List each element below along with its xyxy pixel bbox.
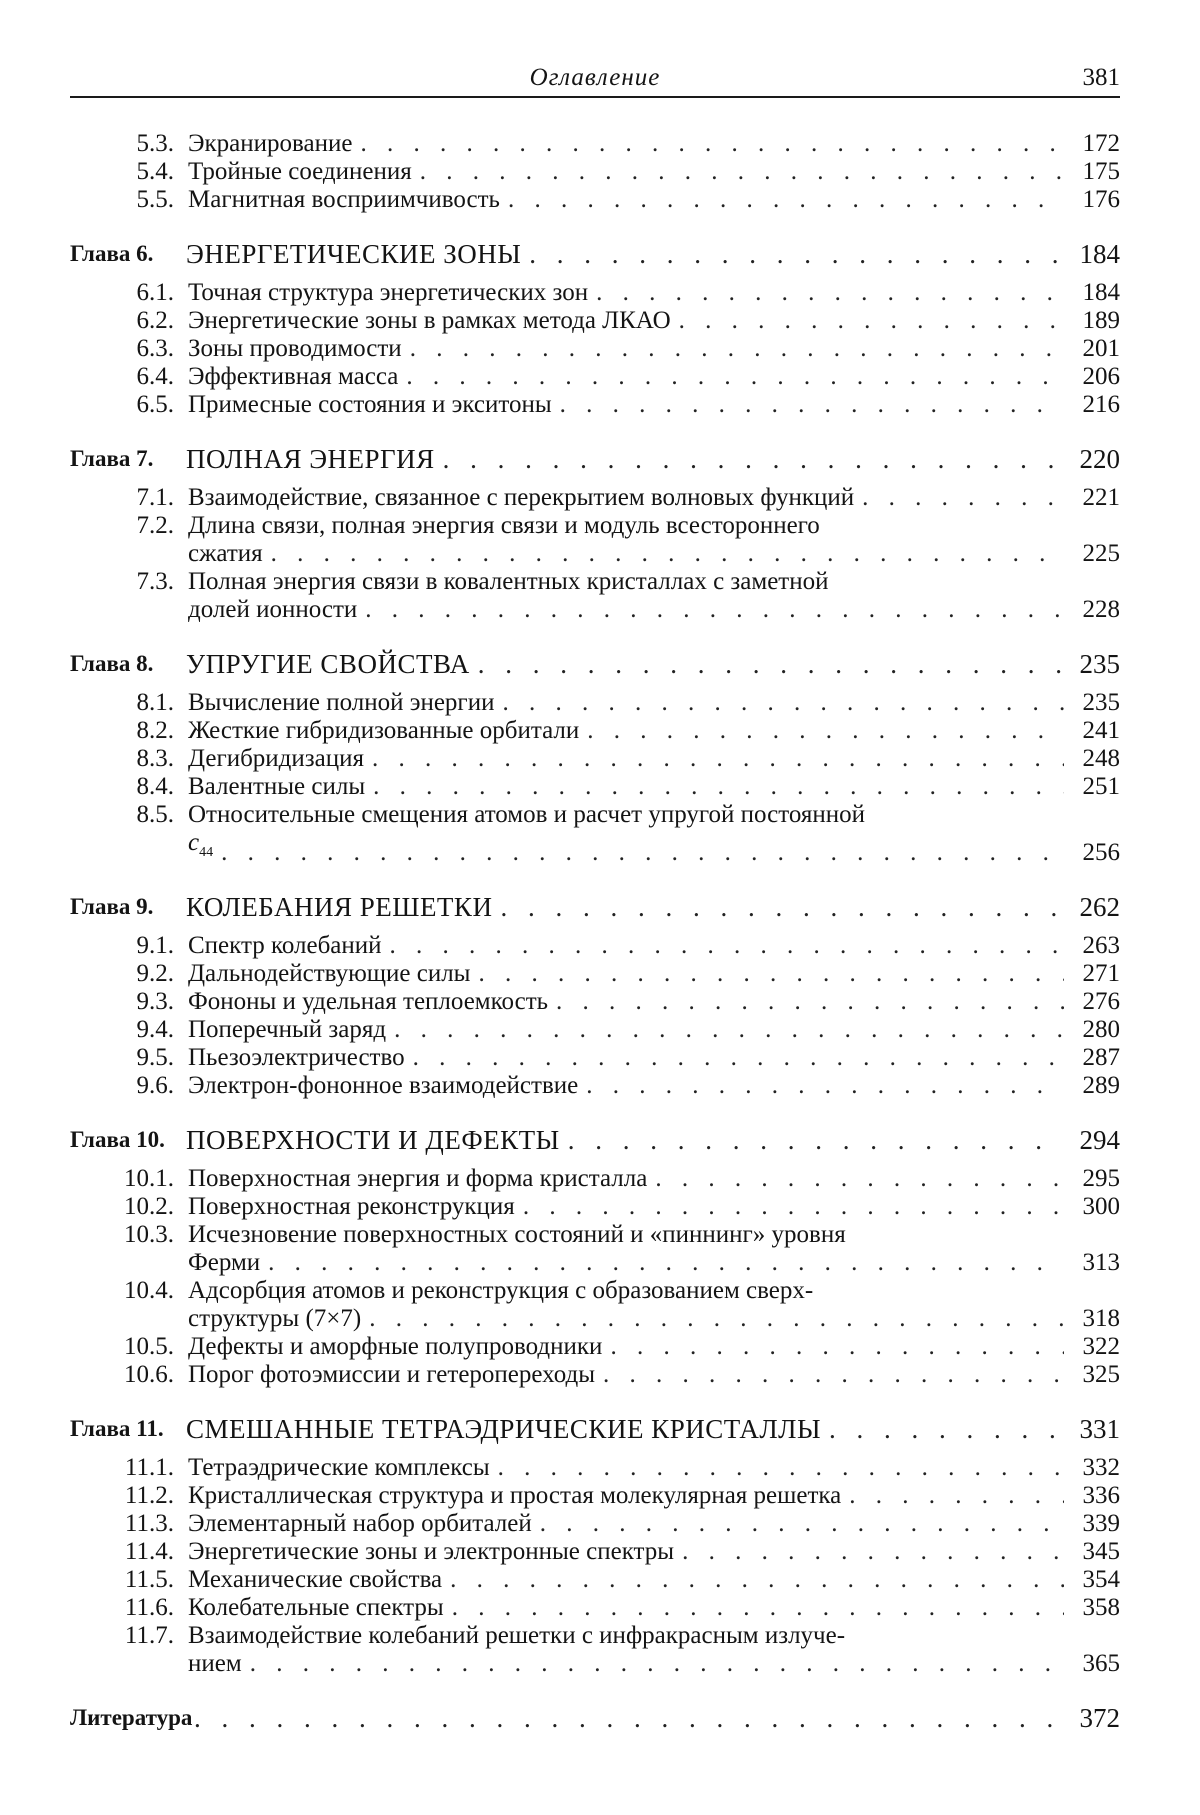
section-number: 9.6. [136, 1072, 174, 1099]
section-title-text: Экранирование [188, 130, 353, 157]
toc-entry-continuation [70, 596, 1120, 624]
section-number: 5.4. [136, 158, 174, 185]
section-title-text: Зоны проводимости [188, 335, 402, 362]
dot-leader [595, 1361, 1064, 1389]
toc-entry-line [70, 801, 1120, 829]
section-title-text: Тетраэдрические комплексы [188, 1454, 490, 1481]
section-title-text: Фононы и удельная теплоемкость [188, 988, 549, 1015]
section-title-text-continued: Ферми [188, 1249, 261, 1276]
chapter-label: Глава 8. [70, 651, 154, 676]
section-title-continued [188, 596, 1064, 624]
dot-leader [405, 1044, 1064, 1072]
section-page-number: 248 [1082, 745, 1120, 772]
section-page-number: 235 [1082, 689, 1120, 716]
chapter-title-text: ПОЛНАЯ ЭНЕРГИЯ [186, 444, 435, 474]
section-title-continued [188, 1305, 1064, 1333]
section-number: 10.4. [124, 1277, 174, 1304]
section-title [188, 186, 1064, 214]
dot-leader [671, 307, 1064, 335]
toc-entry [70, 1454, 1120, 1482]
section-title [188, 1165, 1064, 1193]
chapter-title [186, 647, 1064, 681]
section-title-text: Валентные силы [188, 773, 366, 800]
toc-entry-continuation [70, 829, 1120, 867]
section-title-text-continued: сжатия [188, 540, 263, 567]
running-head-page-number: 381 [1082, 64, 1120, 91]
section-title-continued [188, 1650, 1064, 1678]
section-title [188, 1482, 1064, 1510]
table-of-contents [70, 130, 1120, 1743]
section-title-continued [188, 1249, 1064, 1277]
toc-entry-line [70, 512, 1120, 540]
section-title-text: Механические свойства [188, 1566, 443, 1593]
toc-entry [70, 988, 1120, 1016]
chapter-page-number: 331 [1079, 1414, 1120, 1444]
section-number: 11.5. [124, 1566, 174, 1593]
section-title-text: Эффективная масса [188, 363, 399, 390]
section-page-number: 345 [1082, 1538, 1120, 1565]
toc-entry [70, 1510, 1120, 1538]
section-page-number: 176 [1082, 186, 1120, 213]
section-page-number: 313 [1082, 1249, 1120, 1276]
section-title [188, 1072, 1064, 1100]
dot-leader [521, 237, 1064, 271]
section-title-text: Порог фотоэмиссии и гетеропереходы [188, 1361, 595, 1388]
chapter-label: Глава 10. [70, 1127, 165, 1152]
section-number: 11.3. [124, 1510, 174, 1537]
section-number: 5.3. [136, 130, 174, 157]
chapter-title-text: ПОВЕРХНОСТИ И ДЕФЕКТЫ [186, 1125, 560, 1155]
dot-leader [435, 442, 1064, 476]
chapter-title [186, 442, 1064, 476]
toc-entry [70, 745, 1120, 773]
toc-entry [70, 1333, 1120, 1361]
toc-entry [70, 1594, 1120, 1622]
chapter-title [186, 237, 1064, 271]
section-title [188, 689, 1064, 717]
section-title [188, 960, 1064, 988]
dot-leader [552, 391, 1064, 419]
dot-leader [492, 890, 1064, 924]
toc-entry [70, 1482, 1120, 1510]
dot-leader [841, 1482, 1064, 1510]
chapter-page-number: 235 [1079, 649, 1120, 679]
section-title [188, 1594, 1064, 1622]
chapter-heading [70, 237, 1120, 271]
section-page-number: 339 [1082, 1510, 1120, 1537]
chapter-block [70, 237, 1120, 419]
section-title [188, 484, 1064, 512]
section-title [188, 1566, 1064, 1594]
section-title [188, 1016, 1064, 1044]
chapter-block [70, 1123, 1120, 1389]
dot-leader [470, 647, 1064, 681]
section-number: 9.3. [136, 988, 174, 1015]
section-number: 9.1. [136, 932, 174, 959]
toc-entry [70, 279, 1120, 307]
section-title-text: Пьезоэлектричество [188, 1044, 405, 1071]
chapter-heading [70, 890, 1120, 924]
section-number: 10.3. [124, 1221, 174, 1248]
section-number: 10.6. [124, 1361, 174, 1388]
section-title [188, 1193, 1064, 1221]
dot-leader [494, 689, 1064, 717]
section-title-text: Энергетические зоны и электронные спектры [188, 1538, 675, 1565]
section-page-number: 221 [1082, 484, 1120, 511]
running-head-title: Оглавление [529, 64, 661, 91]
subscript: 44 [199, 845, 214, 860]
section-number: 9.2. [136, 960, 174, 987]
dot-leader [854, 484, 1064, 512]
section-page-number: 201 [1082, 335, 1120, 362]
dot-leader [398, 363, 1064, 391]
toc-entry [70, 186, 1120, 214]
toc-entry-continuation [70, 1650, 1120, 1678]
section-page-number: 287 [1082, 1044, 1120, 1071]
section-title [188, 1361, 1064, 1389]
toc-entry [70, 130, 1120, 158]
dot-leader [263, 540, 1064, 568]
dot-leader [352, 130, 1064, 158]
section-page-number: 251 [1082, 773, 1120, 800]
chapter-page-number: 262 [1079, 892, 1120, 922]
section-title-text: Энергетические зоны в рамках метода ЛКАО [188, 307, 671, 334]
section-number: 11.1. [124, 1454, 174, 1481]
toc-entry [70, 391, 1120, 419]
section-title-text: Относительные смещения атомов и расчет упругой постоянной [188, 801, 866, 828]
chapter-heading [70, 647, 1120, 681]
dot-leader [361, 1305, 1064, 1333]
section-page-number: 365 [1082, 1650, 1120, 1677]
section-page-number: 289 [1082, 1072, 1120, 1099]
toc-entry [70, 1044, 1120, 1072]
section-page-number: 228 [1082, 596, 1120, 623]
chapter-label: Глава 9. [70, 894, 154, 919]
section-title [188, 1510, 1064, 1538]
section-page-number: 276 [1082, 988, 1120, 1015]
references-leader-wrap [186, 1701, 1064, 1735]
section-title-text: Взаимодействие, связанное с перекрытием волновых функций [188, 484, 855, 511]
section-page-number: 216 [1082, 391, 1120, 418]
section-number: 5.5. [136, 186, 174, 213]
chapter-label: Глава 7. [70, 446, 154, 471]
dot-leader [821, 1412, 1064, 1446]
section-number: 9.5. [136, 1044, 174, 1071]
dot-leader [242, 1650, 1064, 1678]
section-title [188, 335, 1064, 363]
chapter-title-text: УПРУГИЕ СВОЙСТВА [186, 649, 470, 679]
section-title-text: Колебательные спектры [188, 1594, 444, 1621]
section-page-number: 184 [1082, 279, 1120, 306]
chapter-heading [70, 1412, 1120, 1446]
section-page-number: 336 [1082, 1482, 1120, 1509]
section-page-number: 332 [1082, 1454, 1120, 1481]
references-page-number: 372 [1079, 1703, 1120, 1733]
chapter-block [70, 1412, 1120, 1678]
toc-entry [70, 717, 1120, 745]
section-page-number: 271 [1082, 960, 1120, 987]
section-number: 6.3. [136, 335, 174, 362]
section-number: 8.5. [136, 801, 174, 828]
section-title [188, 391, 1064, 419]
running-head [70, 62, 1120, 98]
section-title [188, 1333, 1064, 1361]
section-number: 7.2. [136, 512, 174, 539]
section-title-continued [188, 540, 1064, 568]
chapter-heading [70, 442, 1120, 476]
section-title-text: Примесные состояния и экситоны [188, 391, 552, 418]
section-page-number: 322 [1082, 1333, 1120, 1360]
toc-entry [70, 307, 1120, 335]
dot-leader [365, 773, 1064, 801]
section-number: 11.2. [124, 1482, 174, 1509]
section-title-text: Взаимодействие колебаний решетки с инфракрасным излуче- [188, 1622, 846, 1649]
section-page-number: 189 [1082, 307, 1120, 334]
dot-leader [578, 1072, 1064, 1100]
toc-entry [70, 1165, 1120, 1193]
section-title-text: Поверхностная энергия и форма кристалла [188, 1165, 648, 1192]
chapter-page-number: 184 [1079, 239, 1120, 269]
dot-leader [470, 960, 1064, 988]
dot-leader [532, 1510, 1064, 1538]
dot-leader [357, 596, 1064, 624]
section-page-number: 354 [1082, 1566, 1120, 1593]
section-page-number: 175 [1082, 158, 1120, 185]
section-number: 8.4. [136, 773, 174, 800]
section-title-text: Поверхностная реконструкция [188, 1193, 515, 1220]
toc-entry [70, 158, 1120, 186]
dot-leader [213, 839, 1064, 867]
toc-entry [70, 1538, 1120, 1566]
chapter-page-number: 220 [1079, 444, 1120, 474]
dot-leader [548, 988, 1064, 1016]
section-title [188, 1044, 1064, 1072]
section-page-number: 358 [1082, 1594, 1120, 1621]
chapter-title-text: ЭНЕРГЕТИЧЕСКИЕ ЗОНЫ [186, 239, 522, 269]
toc-entry-line [70, 1277, 1120, 1305]
section-title-text: Спектр колебаний [188, 932, 382, 959]
section-title [188, 773, 1064, 801]
section-title [188, 717, 1064, 745]
dot-leader [402, 335, 1064, 363]
toc-entry [70, 1016, 1120, 1044]
dot-leader [674, 1538, 1064, 1566]
section-title-text: Элементарный набор орбиталей [188, 1510, 532, 1537]
section-title-text: Адсорбция атомов и реконструкция с образованием сверх- [188, 1277, 814, 1304]
chapter-block [70, 442, 1120, 624]
dot-leader [364, 745, 1064, 773]
section-number: 11.7. [124, 1622, 174, 1649]
section-number: 6.5. [136, 391, 174, 418]
section-title-text: Магнитная восприимчивость [188, 186, 500, 213]
dot-leader [560, 1123, 1064, 1157]
section-title-continued [188, 829, 1064, 867]
toc-entry-line [70, 1622, 1120, 1650]
dot-leader [186, 1701, 1064, 1735]
section-title-text-continued: структуры (7×7) [188, 1305, 362, 1332]
dot-leader [260, 1249, 1064, 1277]
dot-leader [647, 1165, 1064, 1193]
section-number: 7.3. [136, 568, 174, 595]
toc-entry [70, 335, 1120, 363]
section-title-text: Длина связи, полная энергия связи и модуль всестороннего [188, 512, 820, 539]
dot-leader [515, 1193, 1064, 1221]
section-page-number: 241 [1082, 717, 1120, 744]
section-page-number: 172 [1082, 130, 1120, 157]
dot-leader [588, 279, 1064, 307]
section-page-number: 318 [1082, 1305, 1120, 1332]
toc-entry [70, 932, 1120, 960]
dot-leader [490, 1454, 1064, 1482]
section-number: 11.4. [124, 1538, 174, 1565]
chapter-title [186, 890, 1064, 924]
section-number: 11.6. [124, 1594, 174, 1621]
section-title [188, 130, 1064, 158]
carryover-sections [70, 130, 1120, 214]
section-title [188, 279, 1064, 307]
section-title-text: Дефекты и аморфные полупроводники [188, 1333, 603, 1360]
section-number: 10.2. [124, 1193, 174, 1220]
toc-entry [70, 773, 1120, 801]
toc-entry [70, 1072, 1120, 1100]
section-number: 8.2. [136, 717, 174, 744]
section-title-text: Электрон-фононное взаимодействие [188, 1072, 579, 1099]
toc-entry-continuation [70, 540, 1120, 568]
chapter-title [186, 1123, 1064, 1157]
toc-entry-continuation [70, 1249, 1120, 1277]
section-number: 9.4. [136, 1016, 174, 1043]
section-title-text: Дальнодействующие силы [188, 960, 471, 987]
section-title [188, 158, 1064, 186]
references-label: Литература [70, 1705, 193, 1730]
dot-leader [602, 1333, 1064, 1361]
section-title-text: Вычисление полной энергии [188, 689, 495, 716]
section-title-text: Исчезновение поверхностных состояний и «пиннинг» уровня [188, 1221, 846, 1248]
section-title [188, 363, 1064, 391]
section-page-number: 280 [1082, 1016, 1120, 1043]
section-title [188, 988, 1064, 1016]
dot-leader [412, 158, 1064, 186]
chapter-label: Глава 11. [70, 1416, 164, 1441]
section-page-number: 206 [1082, 363, 1120, 390]
section-number: 7.1. [136, 484, 174, 511]
chapter-title [186, 1412, 1064, 1446]
chapter-label: Глава 6. [70, 241, 154, 266]
section-title-text-continued: нием [188, 1650, 242, 1677]
section-title-text: Поперечный заряд [188, 1016, 387, 1043]
section-page-number: 225 [1082, 540, 1120, 567]
section-page-number: 263 [1082, 932, 1120, 959]
section-page-number: 256 [1082, 839, 1120, 866]
section-number: 6.1. [136, 279, 174, 306]
section-title-text: Дегибридизация [188, 745, 365, 772]
dot-leader [444, 1594, 1064, 1622]
dot-leader [579, 717, 1064, 745]
section-title [188, 932, 1064, 960]
section-title [188, 1622, 1064, 1650]
section-title-text: Точная структура энергетических зон [188, 279, 589, 306]
section-page-number: 325 [1082, 1361, 1120, 1388]
section-page-number: 300 [1082, 1193, 1120, 1220]
section-title-text: Тройные соединения [188, 158, 412, 185]
section-number: 10.5. [124, 1333, 174, 1360]
dot-leader [500, 186, 1064, 214]
chapter-block [70, 647, 1120, 867]
section-title [188, 1277, 1064, 1305]
toc-entry [70, 1361, 1120, 1389]
section-number: 10.1. [124, 1165, 174, 1192]
section-number: 6.4. [136, 363, 174, 390]
section-number: 6.2. [136, 307, 174, 334]
chapter-heading [70, 1123, 1120, 1157]
toc-entry-line [70, 568, 1120, 596]
section-title [188, 568, 1064, 596]
section-title-text-continued: $c_{44}$ [188, 829, 214, 860]
section-title [188, 801, 1064, 829]
chapter-block [70, 890, 1120, 1100]
toc-entry-line [70, 1221, 1120, 1249]
section-title [188, 307, 1064, 335]
section-title [188, 1538, 1064, 1566]
section-title [188, 1454, 1064, 1482]
references-entry [70, 1701, 1120, 1735]
toc-entry [70, 1193, 1120, 1221]
chapter-title-text: КОЛЕБАНИЯ РЕШЕТКИ [186, 892, 493, 922]
chapter-title-text: СМЕШАННЫЕ ТЕТРАЭДРИЧЕСКИЕ КРИСТАЛЛЫ [186, 1414, 822, 1444]
section-page-number: 295 [1082, 1165, 1120, 1192]
dot-leader [382, 932, 1064, 960]
chapter-page-number: 294 [1079, 1125, 1120, 1155]
toc-entry [70, 1566, 1120, 1594]
section-title-text: Полная энергия связи в ковалентных кристаллах с заметной [188, 568, 829, 595]
section-number: 8.1. [136, 689, 174, 716]
dot-leader [442, 1566, 1064, 1594]
toc-entry [70, 689, 1120, 717]
section-title-text-continued: долей ионности [188, 596, 358, 623]
section-title-text: Кристаллическая структура и простая молекулярная решетка [188, 1482, 842, 1509]
section-title [188, 745, 1064, 773]
section-title [188, 512, 1064, 540]
section-number: 8.3. [136, 745, 174, 772]
toc-entry [70, 484, 1120, 512]
toc-entry [70, 363, 1120, 391]
dot-leader [386, 1016, 1064, 1044]
toc-entry-continuation [70, 1305, 1120, 1333]
section-title [188, 1221, 1064, 1249]
toc-entry [70, 960, 1120, 988]
section-title-text: Жесткие гибридизованные орбитали [188, 717, 580, 744]
